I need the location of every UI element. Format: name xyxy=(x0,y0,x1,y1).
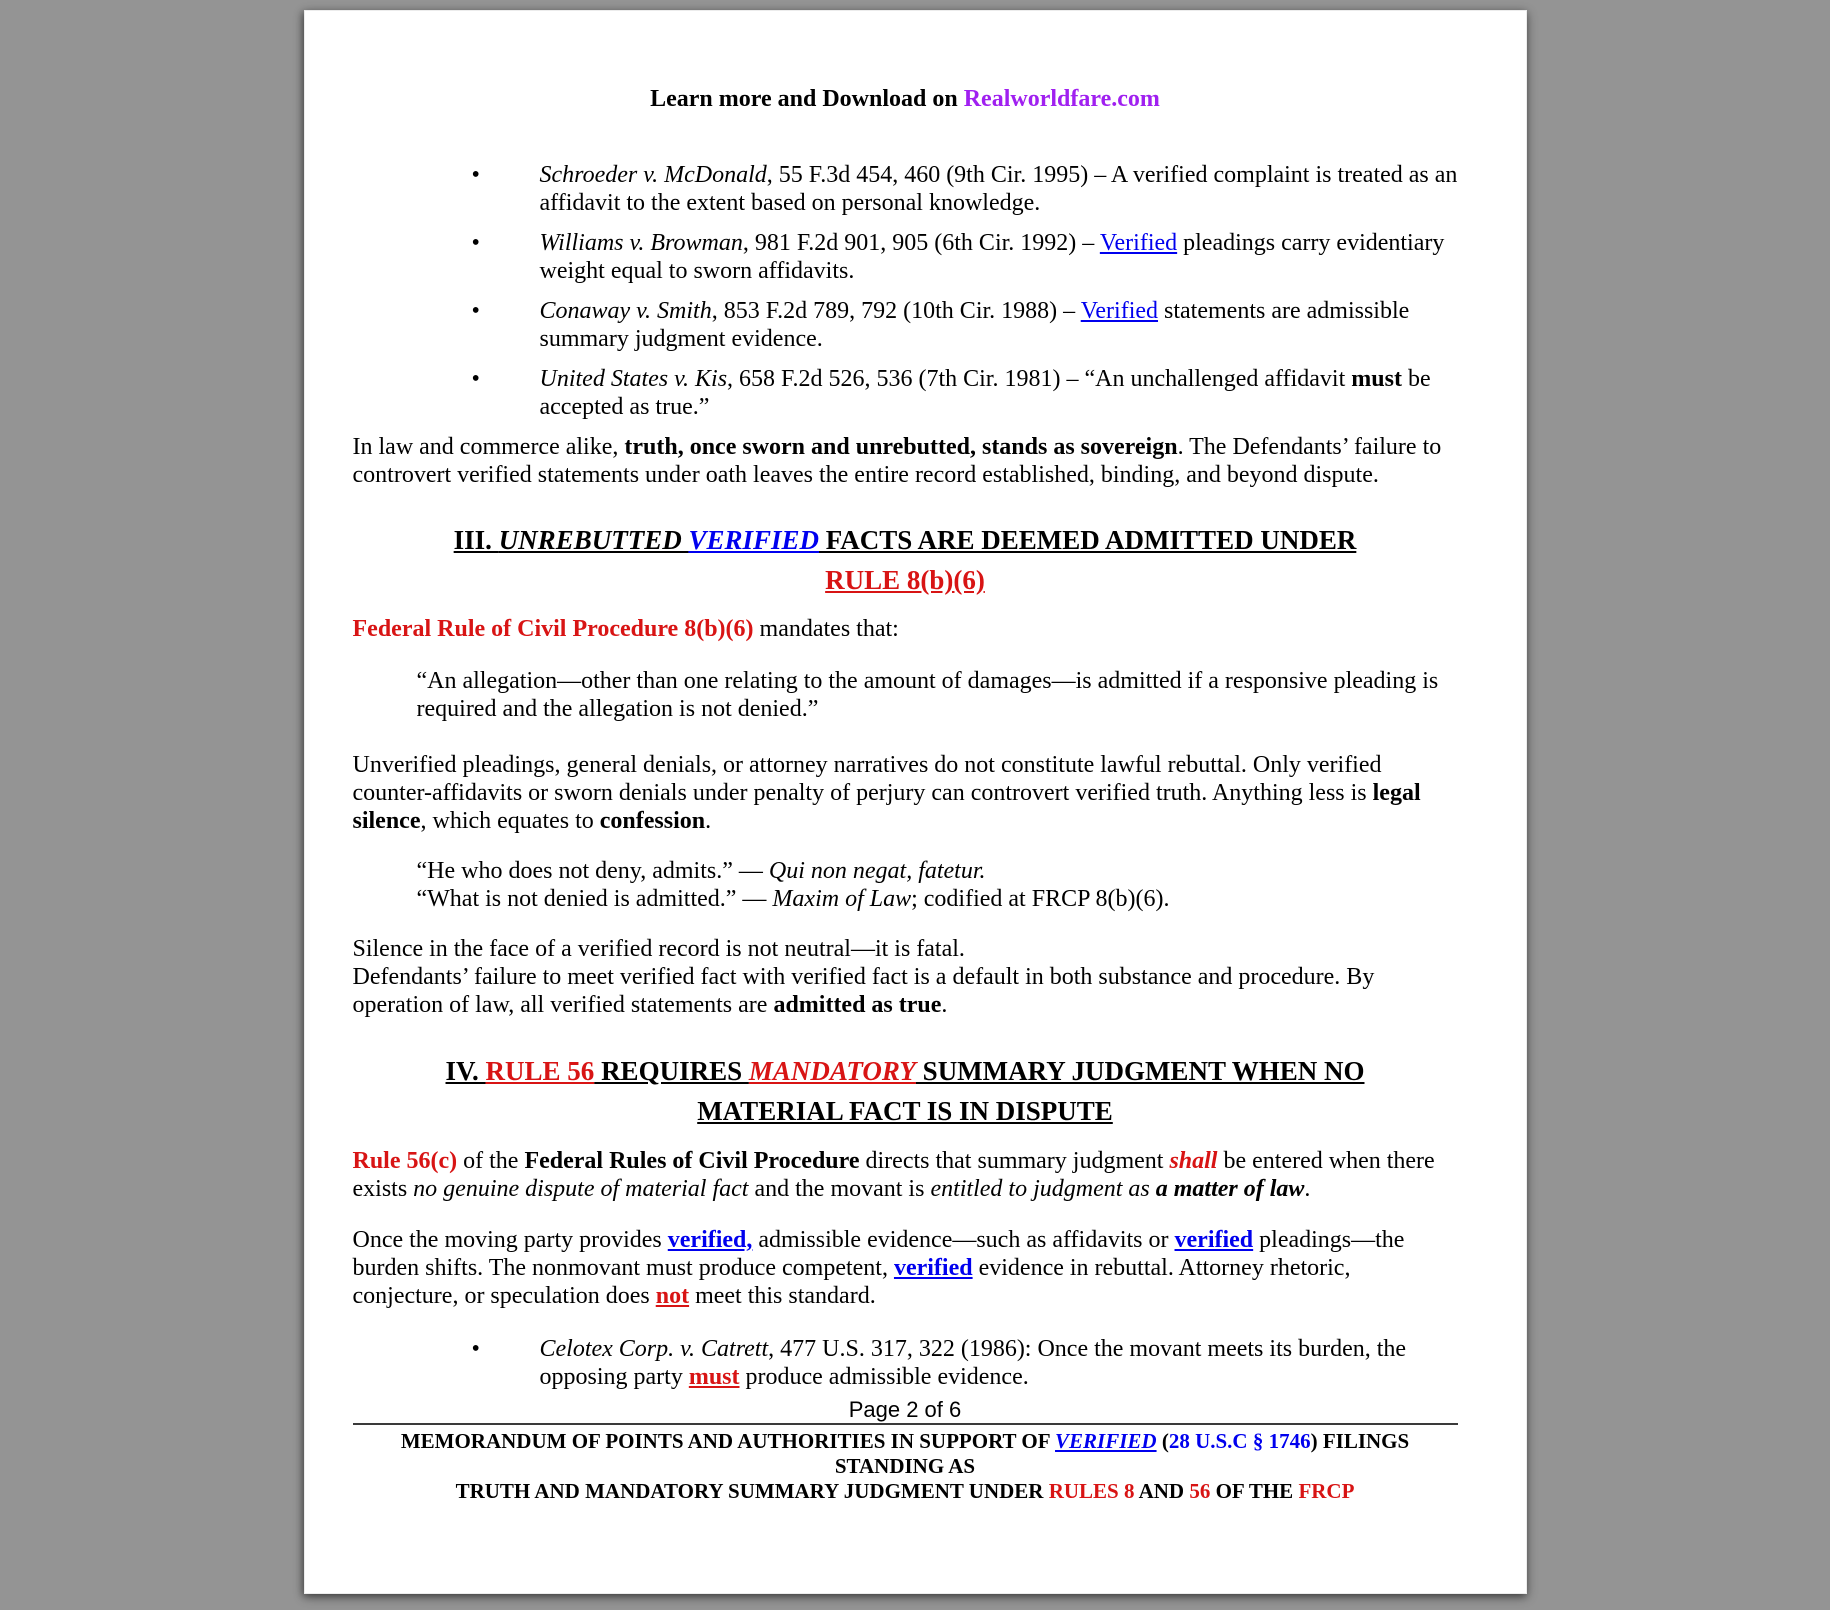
body-text: directs that summary judgment xyxy=(859,1148,1170,1174)
rule-reference-red: Federal Rule of Civil Procedure 8(b)(6) xyxy=(352,616,754,642)
heading-text: MATERIAL FACT IS IN DISPUTE xyxy=(697,1096,1113,1126)
case-text: be accepted as true.” xyxy=(539,366,1431,420)
promo-header xyxy=(353,85,1458,113)
case-text: , 658 F.2d 526, 536 (7th Cir. 1981) – “An unchallenged affidavit xyxy=(727,366,1352,392)
case-citation-list xyxy=(353,161,1458,421)
body-text: Defendants’ failure to meet verified fact with verified fact is a default in both substance and procedure. By operation of law, all verified statements are xyxy=(352,964,1375,1018)
body-text: be entered when there exists xyxy=(352,1148,1435,1202)
case-text: statements are admissible summary judgment evidence. xyxy=(539,298,1410,352)
heading-line xyxy=(353,1051,1458,1091)
verified-link[interactable]: verified xyxy=(1174,1227,1254,1253)
verified-link[interactable]: Verified xyxy=(1080,298,1159,324)
emphasis-confession: confession xyxy=(599,808,706,834)
heading-rule-8b6: RULE 8(b)(6) xyxy=(825,565,985,595)
body-text: . xyxy=(705,808,712,834)
maxim-line xyxy=(417,857,1458,885)
emphasis-entitled: entitled to judgment as xyxy=(930,1176,1156,1202)
heading-rule-56: RULE 56 xyxy=(485,1056,595,1086)
body-text: mandates that: xyxy=(753,616,899,642)
body-text: evidence in rebuttal. Attorney rhetoric, conjecture, or speculation does xyxy=(352,1255,1351,1309)
case-name: Williams v. Browman xyxy=(539,230,743,256)
case-text: , 981 F.2d 901, 905 (6th Cir. 1992) – xyxy=(742,230,1100,256)
body-text: Silence in the face of a verified record is not neutral—it is fatal. xyxy=(352,936,965,962)
emphasis-admitted-true: admitted as true xyxy=(773,992,942,1018)
verified-link[interactable]: verified xyxy=(893,1255,973,1281)
body-text: Unverified pleadings, general denials, or attorney narratives do not constitute lawful rebuttal. Only verified counter-affidavits or sworn denials under penalty of perjury can controvert verified truth. Anything less is xyxy=(352,752,1382,806)
body-text: In law and commerce alike, xyxy=(352,434,625,460)
case-text: , 477 U.S. 317, 322 (1986): Once the movant meets its burden, the opposing party xyxy=(539,1336,1407,1390)
heading-line xyxy=(353,560,1458,600)
case-name: Celotex Corp. v. Catrett xyxy=(539,1336,769,1362)
body-text: Once the moving party provides xyxy=(352,1227,668,1253)
footer-text: ) FILINGS STANDING AS xyxy=(834,1429,1410,1478)
list-item xyxy=(353,297,1458,353)
heading-text: REQUIRES xyxy=(594,1056,749,1086)
footer-usc-link[interactable]: 28 U.S.C § 1746 xyxy=(1168,1429,1311,1453)
footer-line xyxy=(353,1479,1458,1504)
footer-56-red: 56 xyxy=(1189,1479,1211,1503)
heading-line xyxy=(353,1091,1458,1131)
body-text: , which equates to xyxy=(420,808,600,834)
maxim-latin: Qui non negat, fatetur. xyxy=(768,858,986,884)
footer-text: TRUTH AND MANDATORY SUMMARY JUDGMENT UNDER xyxy=(455,1479,1049,1503)
footer-text: ( xyxy=(1156,1429,1169,1453)
emphasis-matter-of-law: a matter of law xyxy=(1155,1176,1305,1202)
list-item xyxy=(353,161,1458,217)
document-page xyxy=(304,10,1527,1594)
celotex-citation-list xyxy=(353,1335,1458,1391)
verified-link[interactable]: Verified xyxy=(1099,230,1178,256)
case-name: Conaway v. Smith xyxy=(539,298,712,324)
emphasis-shall: shall xyxy=(1169,1148,1218,1174)
heading-verified-link[interactable]: VERIFIED xyxy=(688,525,820,555)
body-text: meet this standard. xyxy=(689,1283,876,1309)
maxim-source: Maxim of Law xyxy=(772,886,912,912)
case-name: United States v. Kis xyxy=(539,366,728,392)
page-number-label: Page 2 of 6 xyxy=(848,1397,962,1422)
paragraph-silence-fatal xyxy=(353,935,1458,1019)
maxim-text: “He who does not deny, admits.” — xyxy=(416,858,769,884)
document-footer-title xyxy=(353,1429,1458,1504)
heading-text: FACTS ARE DEEMED ADMITTED UNDER xyxy=(819,525,1357,555)
blockquote-allegation: “An allegation—other than one relating to the amount of damages—is admitted if a responsive pleading is required and the allegation is not denied.” xyxy=(416,668,1439,722)
paragraph-burden-shift xyxy=(353,1226,1458,1310)
maxim-text: ; codified at FRCP 8(b)(6). xyxy=(911,886,1170,912)
list-item xyxy=(353,365,1458,421)
section-heading-iii xyxy=(353,520,1458,600)
emphasis-no-genuine-dispute: no genuine dispute of material fact xyxy=(413,1176,749,1202)
maxim-text: “What is not denied is admitted.” — xyxy=(416,886,773,912)
body-text: . xyxy=(941,992,948,1018)
footer-rules8-red: RULES 8 xyxy=(1048,1479,1135,1503)
footer-divider xyxy=(353,1423,1458,1425)
body-text: of the xyxy=(457,1148,525,1174)
heading-number: III. xyxy=(453,525,499,555)
emphasis-not: not xyxy=(655,1283,690,1309)
paragraph-sovereign-truth xyxy=(353,433,1458,489)
heading-unrebutted: UNREBUTTED xyxy=(498,525,689,555)
case-name: Schroeder v. McDonald xyxy=(539,162,767,188)
section-heading-iv xyxy=(353,1051,1458,1131)
list-item xyxy=(353,229,1458,285)
emphasis-legal-silence: legal silence xyxy=(352,780,1421,834)
emphasis-sovereign: truth, once sworn and unrebutted, stands as sovereign xyxy=(624,434,1178,460)
emphasis-frcp: Federal Rules of Civil Procedure xyxy=(524,1148,860,1174)
case-text: , 853 F.2d 789, 792 (10th Cir. 1988) – xyxy=(711,298,1081,324)
paragraph-rule-56c xyxy=(353,1147,1458,1203)
footer-text: MEMORANDUM OF POINTS AND AUTHORITIES IN SUPPORT OF xyxy=(400,1429,1056,1453)
heading-line xyxy=(353,520,1458,560)
heading-number: IV. xyxy=(445,1056,486,1086)
body-text: admissible evidence—such as affidavits or xyxy=(752,1227,1175,1253)
rule-56c-red: Rule 56(c) xyxy=(352,1148,458,1174)
list-item xyxy=(353,1335,1458,1391)
body-text: and the movant is xyxy=(748,1176,931,1202)
blockquote-maxims xyxy=(417,857,1458,913)
emphasis-must: must xyxy=(688,1364,740,1390)
maxim-line xyxy=(417,885,1458,913)
case-text: , 55 F.3d 454, 460 (9th Cir. 1995) – A verified complaint is treated as an affidavit to the extent based on personal knowledge. xyxy=(539,162,1458,216)
body-text: . xyxy=(1304,1176,1311,1202)
footer-text: OF THE xyxy=(1210,1479,1299,1503)
emphasis-must: must xyxy=(1351,366,1402,392)
heading-text: SUMMARY JUDGMENT WHEN NO xyxy=(915,1056,1365,1086)
case-text: pleadings carry evidentiary weight equal to sworn affidavits. xyxy=(539,230,1445,284)
verified-link[interactable]: verified, xyxy=(667,1227,753,1253)
paragraph-unverified-pleadings xyxy=(353,751,1458,835)
promo-text: Learn more and Download on xyxy=(650,86,964,112)
footer-verified-link[interactable]: VERIFIED xyxy=(1055,1429,1157,1453)
case-text: produce admissible evidence. xyxy=(739,1364,1029,1390)
footer-line xyxy=(353,1429,1458,1479)
body-text: pleadings—the burden shifts. The nonmovant must produce competent, xyxy=(352,1227,1405,1281)
heading-mandatory: MANDATORY xyxy=(748,1056,916,1086)
footer-frcp-red: FRCP xyxy=(1298,1479,1355,1503)
promo-site-link[interactable]: Realworldfare.com xyxy=(963,86,1160,112)
body-text: . The Defendants’ failure to controvert verified statements under oath leaves the entire record established, binding, and beyond dispute. xyxy=(352,434,1442,488)
paragraph-frcp-8b6 xyxy=(353,615,1458,643)
footer-text: AND xyxy=(1134,1479,1190,1503)
